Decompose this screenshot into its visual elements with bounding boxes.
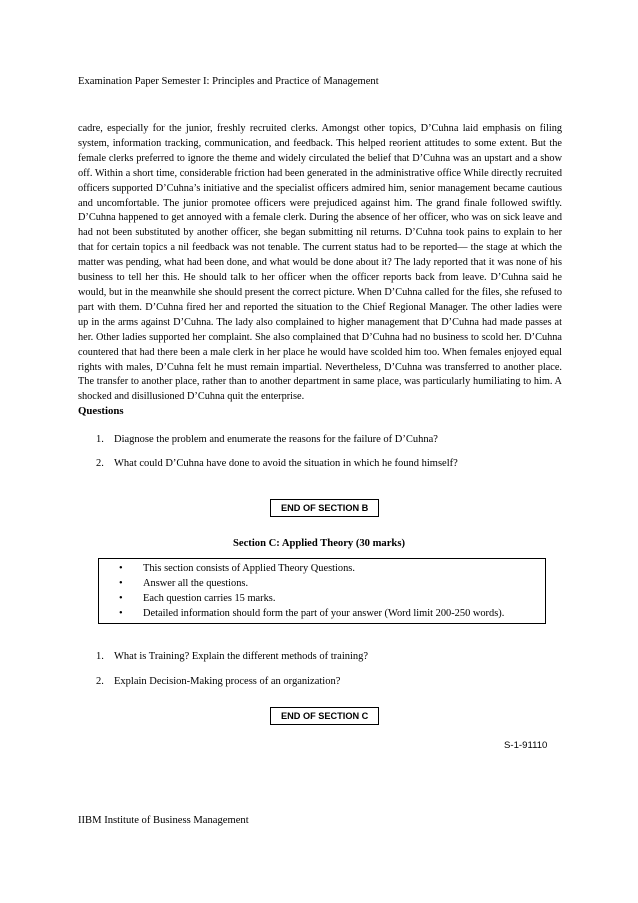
paper-code: S-1-91110 [504,740,548,751]
question-number: 2. [96,458,104,469]
bullet-icon: • [119,608,123,619]
question-text: Diagnose the problem and enumerate the reasons for the failure of D’Cuhna? [114,434,438,445]
question-item [96,676,340,687]
bullet-icon: • [119,578,123,589]
end-of-section-b-box: END OF SECTION B [270,499,379,517]
bullet-icon: • [119,563,123,574]
question-text: What could D’Cuhna have done to avoid the situation in which he found himself? [114,458,458,469]
question-number: 1. [96,434,104,445]
instruction-item: • Answer all the questions. [119,578,249,589]
case-study-paragraph: cadre, especially for the junior, freshly recruited clerks. Amongst other topics, D’Cuhna laid emphasis on filing system, information tracking, communication, and feedback. This helped reorient attitudes to some extent. But the female clerks preferred to ignore the theme and widely circulated the belief that D’Cuhna was an upstart and a show off. Within a short time, considerable friction had been generated in the administrative office While directly recruited officers supported D’Cuhna’s initiative and the specialist officers admired him, senior management became cautious and uncomfortable. The junior promotee officers were prejudiced against him. The grand finale followed swiftly. D’Cuhna happened to get annoyed with a female clerk. During the absence of her officer, who was on sick leave and had not been substituted by another officer, she began submitting nil returns. D’Cuhna took pains to explain to her that for certain topics a nil feedback was not tenable. The current status had to be reported— the stage at which the matter was pending, what had been done, and what would be done about it? The lady reported that it was none of his business to tell her this. He should talk to her officer when the officer reports back from leave. D’Cuhna said he would, but in the meanwhile she should present the correct picture. When D’Cuhna called for the files, she refused to part with them. D’Cuhna fired her and reported the situation to the Chief Regional Manager. The other ladies were up in the arms against D’Cuhna. The lady also complained to higher management that D’Cuhna had made passes at her. Other ladies supported her complaint. She also complained that D’Cuhna had no business to scold her. D’Cuhna countered that had there been a male clerk in her place he would have scolded him too. When females enjoyed equal rights with males, D’Cuhna felt he must remain impartial. Nevertheless, D’Cuhna was transferred to another place. The transfer to another place, rather than to another department in same place, was particularly humiliating to him. A shocked and disillusioned D’Cuhna quit the enterprise. [78,123,562,403]
questions-heading: Questions [78,405,124,417]
page-header: Examination Paper Semester I: Principles and Practice of Management [78,76,379,87]
question-text: What is Training? Explain the different methods of training? [114,651,369,662]
instruction-item: • Each question carries 15 marks. [119,593,276,604]
instructions-box [98,558,546,624]
section-c-title: Section C: Applied Theory (30 marks) [233,538,405,549]
bullet-icon: • [119,593,123,604]
question-item [96,434,438,445]
question-number: 2. [96,676,104,687]
end-of-section-c-box: END OF SECTION C [270,707,379,725]
instruction-item: • Detailed information should form the part of your answer (Word limit 200-250 words). [119,608,505,619]
question-item [96,458,458,469]
page-footer: IIBM Institute of Business Management [78,815,249,826]
question-text: Explain Decision-Making process of an organization? [114,676,341,687]
instruction-item: • This section consists of Applied Theory Questions. [119,563,355,574]
question-item [96,651,368,662]
question-number: 1. [96,651,104,662]
